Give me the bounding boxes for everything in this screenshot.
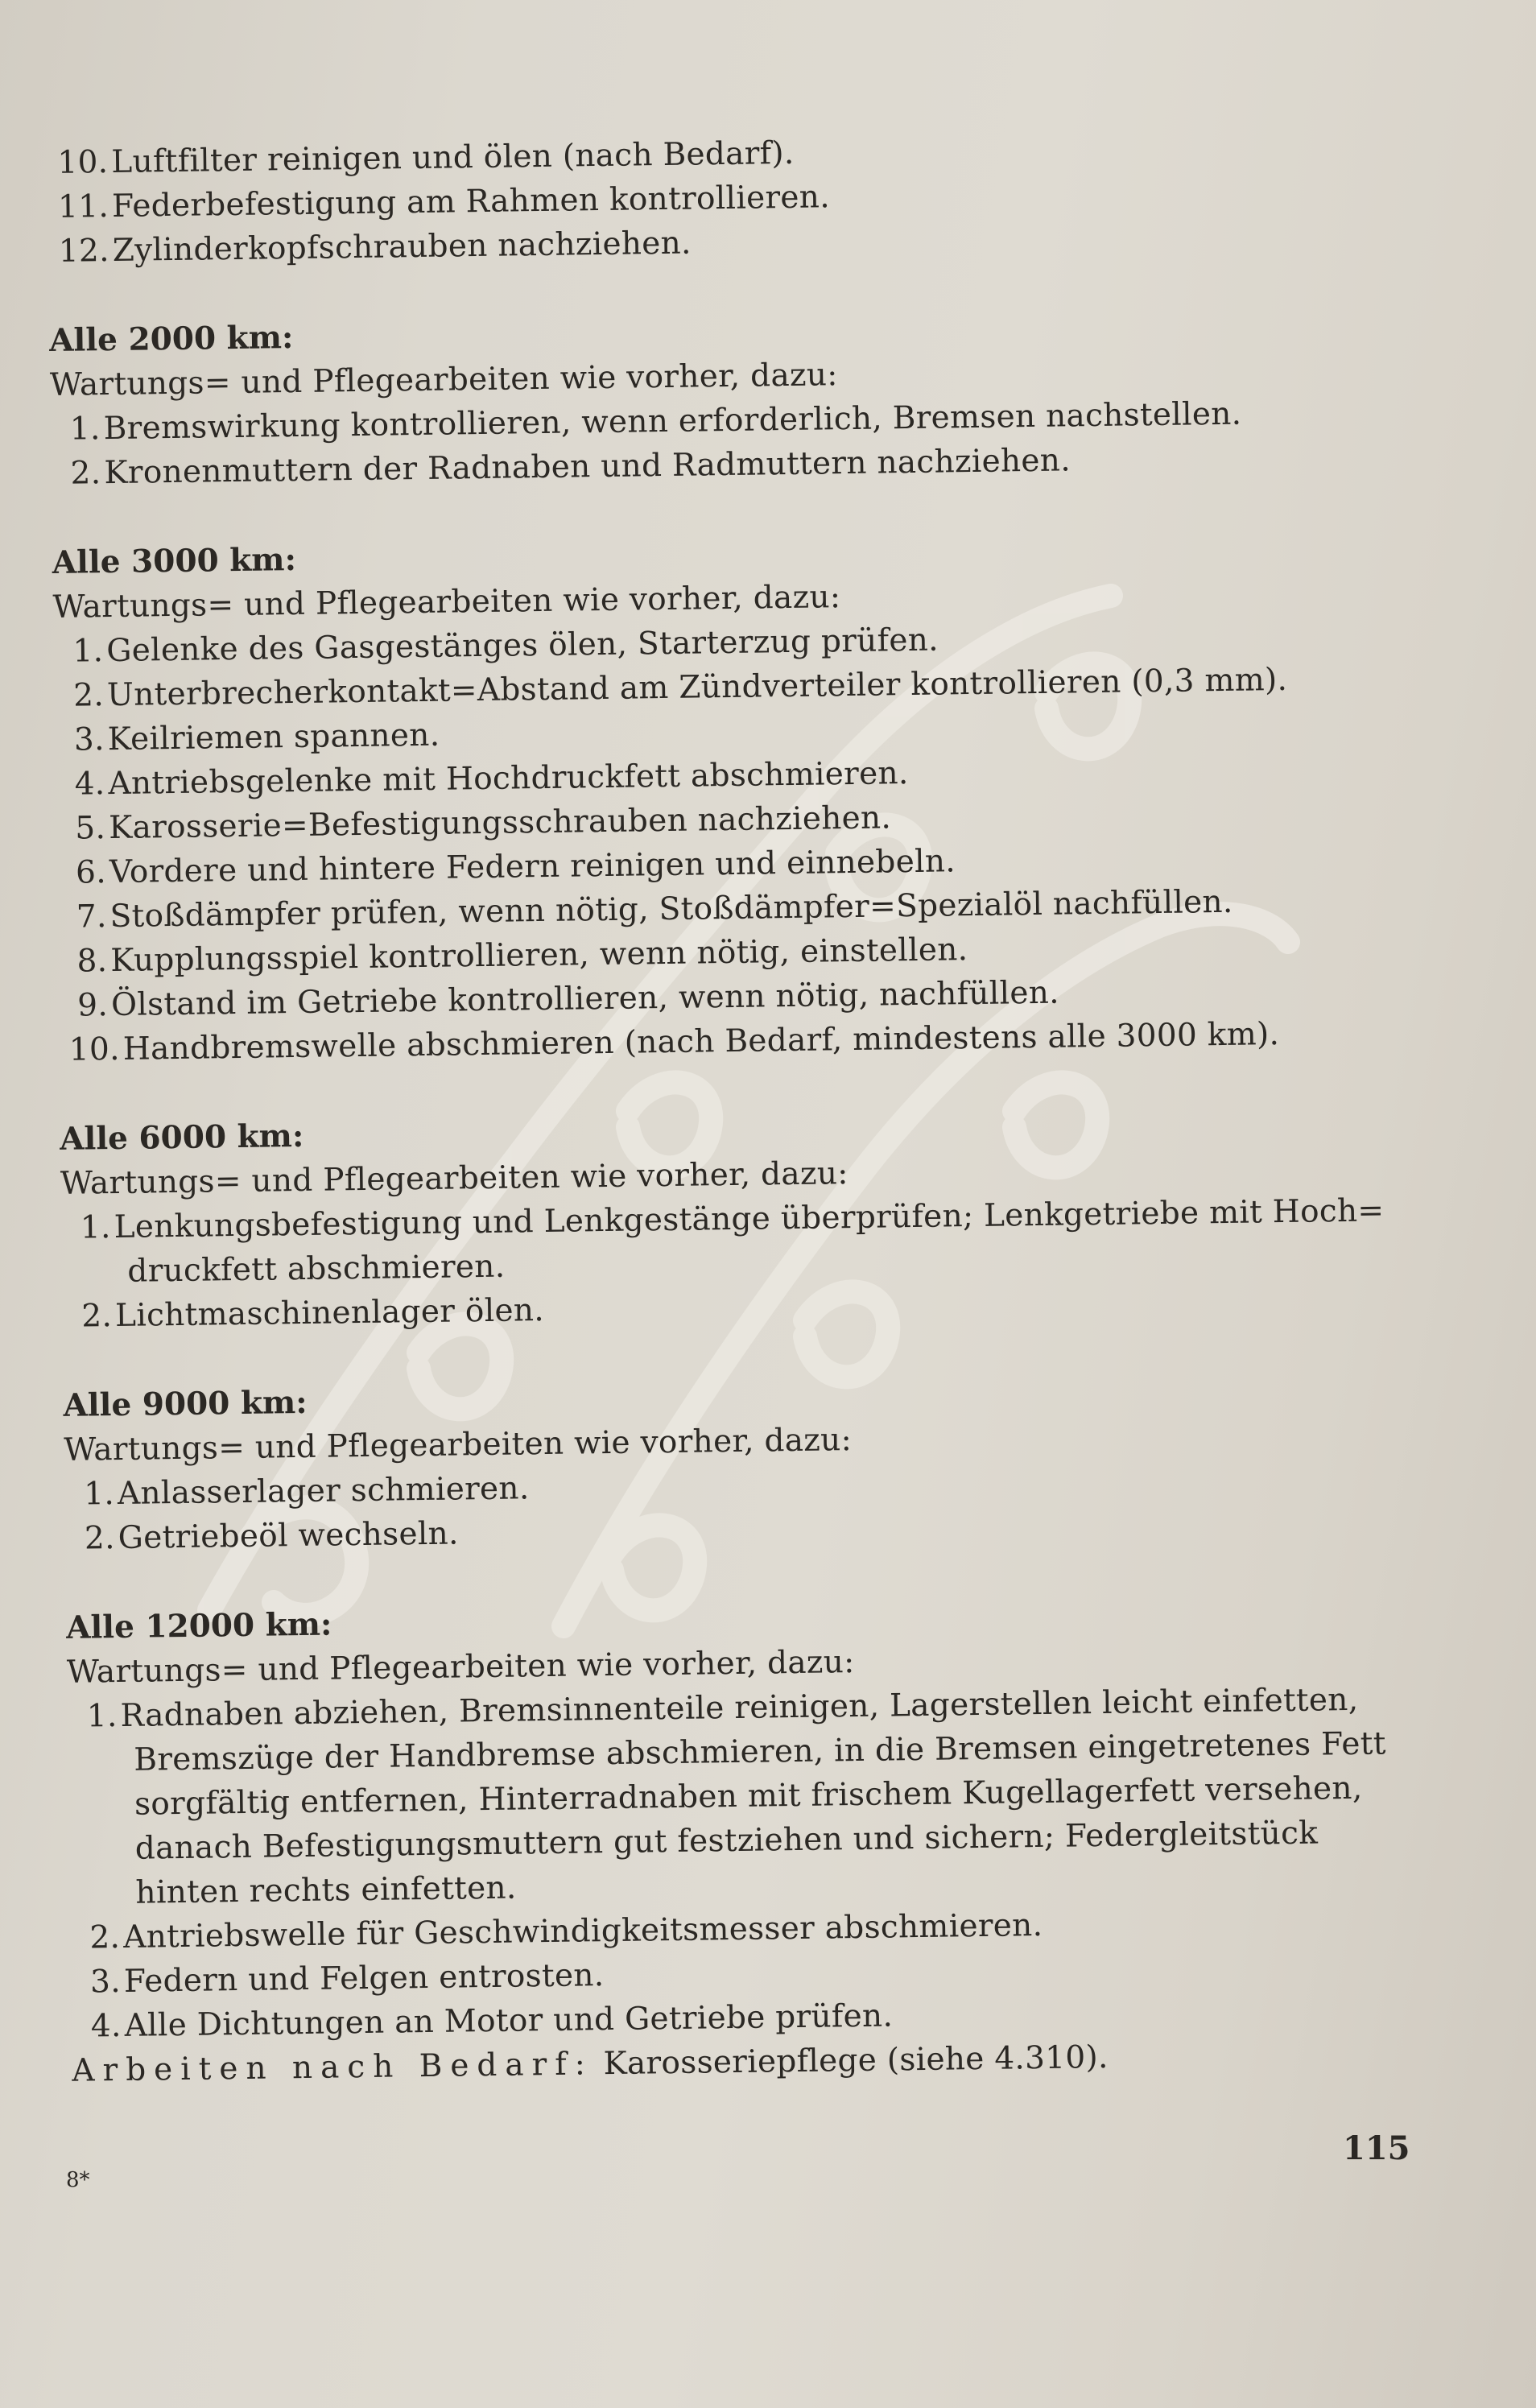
list-item: 2.Getriebeöl wechseln. [84,1515,459,1557]
list-item: 2.Kronenmuttern der Radnaben und Radmuttern nachziehen. [70,442,1071,492]
list-item: 11.Federbefestigung am Rahmen kontrollieren. [57,179,831,225]
list-item: 1.Gelenke des Gasgestänges ölen, Starterzug prüfen. [72,622,939,670]
footer-text: Karosseriepflege (siehe 4.310). [603,2038,1109,2083]
list-item: 4.Antriebsgelenke mit Hochdruckfett abschmieren. [74,755,909,803]
list-item: 4.Alle Dichtungen an Motor und Getriebe prüfen. [90,1997,894,2045]
list-item: 10.Handbremswelle abschmieren (nach Bedarf, mindestens alle 3000 km). [68,1016,1280,1068]
section-subtitle: Wartungs= und Pflegearbeiten wie vorher, dazu: [49,357,838,403]
list-item: 1.Anlasserlager schmieren. [83,1470,530,1513]
section-heading-12000: Alle 12000 km: [65,1605,332,1646]
list-item: 1.Radnaben abziehen, Bremsinnenteile reinigen, Lagerstellen leicht einfetten, [86,1681,1359,1735]
section-heading-2000: Alle 2000 km: [48,319,294,359]
section-heading-6000: Alle 6000 km: [59,1117,304,1158]
list-item: 7.Stoßdämpfer prüfen, wenn nötig, Stoßdämpfer=Spezialöl nachfüllen. [76,883,1233,936]
section-subtitle: Wartungs= und Pflegearbeiten wie vorher, dazu: [60,1155,849,1202]
list-item: 1.Lenkungsbefestigung und Lenkgestänge überprüfen; Lenkgetriebe mit Hoch= [80,1192,1385,1246]
list-item: 9.Ölstand im Getriebe kontrollieren, wenn nötig, nachfüllen. [76,974,1060,1024]
list-item: 2.Unterbrecherkontakt=Abstand am Zündverteiler kontrollieren (0,3 mm). [72,661,1288,714]
list-item: 2.Antriebswelle für Geschwindigkeitsmesser abschmieren. [89,1906,1043,1956]
list-item: 8.Kupplungsspiel kontrollieren, wenn nötig, einstellen. [76,931,968,980]
list-item: 2.Lichtmaschinenlager ölen. [81,1292,545,1335]
section-heading-3000: Alle 3000 km: [52,540,297,581]
list-item-continuation: hinten rechts einfetten. [135,1869,517,1911]
section-subtitle: Wartungs= und Pflegearbeiten wie vorher, dazu: [66,1644,855,1691]
list-item-continuation: Bremszüge der Handbremse abschmieren, in die Bremsen eingetretenes Fett [134,1725,1386,1778]
section-subtitle: Wartungs= und Pflegearbeiten wie vorher, dazu: [52,579,841,626]
list-item: 12.Zylinderkopfschrauben nachziehen. [58,225,692,270]
section-heading-9000: Alle 9000 km: [63,1383,308,1424]
list-item: 6.Vordere und hintere Federn reinigen und einnebeln. [75,843,956,891]
footer-label: Arbeiten nach Bedarf: [72,2046,594,2089]
list-item: 10.Luftfilter reinigen und ölen (nach Bedarf). [57,134,795,181]
list-item-continuation: sorgfältig entfernen, Hinterradnaben mit frischem Kugellagerfett versehen, [134,1770,1363,1823]
list-item-continuation: danach Befestigungsmuttern gut festziehen und sichern; Federgleitstück [134,1815,1319,1867]
list-item-continuation: druckfett abschmieren. [127,1248,506,1290]
list-item: 3.Keilriemen spannen. [73,717,440,758]
section-subtitle: Wartungs= und Pflegearbeiten wie vorher, dazu: [63,1422,853,1468]
list-item: 5.Karosserie=Befestigungsschrauben nachziehen. [75,799,892,847]
list-item: 3.Federn und Felgen entrosten. [89,1957,605,2001]
page-number: 115 [1343,2129,1410,2167]
list-item: 1.Bremswirkung kontrollieren, wenn erforderlich, Bremsen nachstellen. [69,395,1242,448]
page-content [47,122,1457,2092]
signature-mark: 8* [66,2168,90,2192]
